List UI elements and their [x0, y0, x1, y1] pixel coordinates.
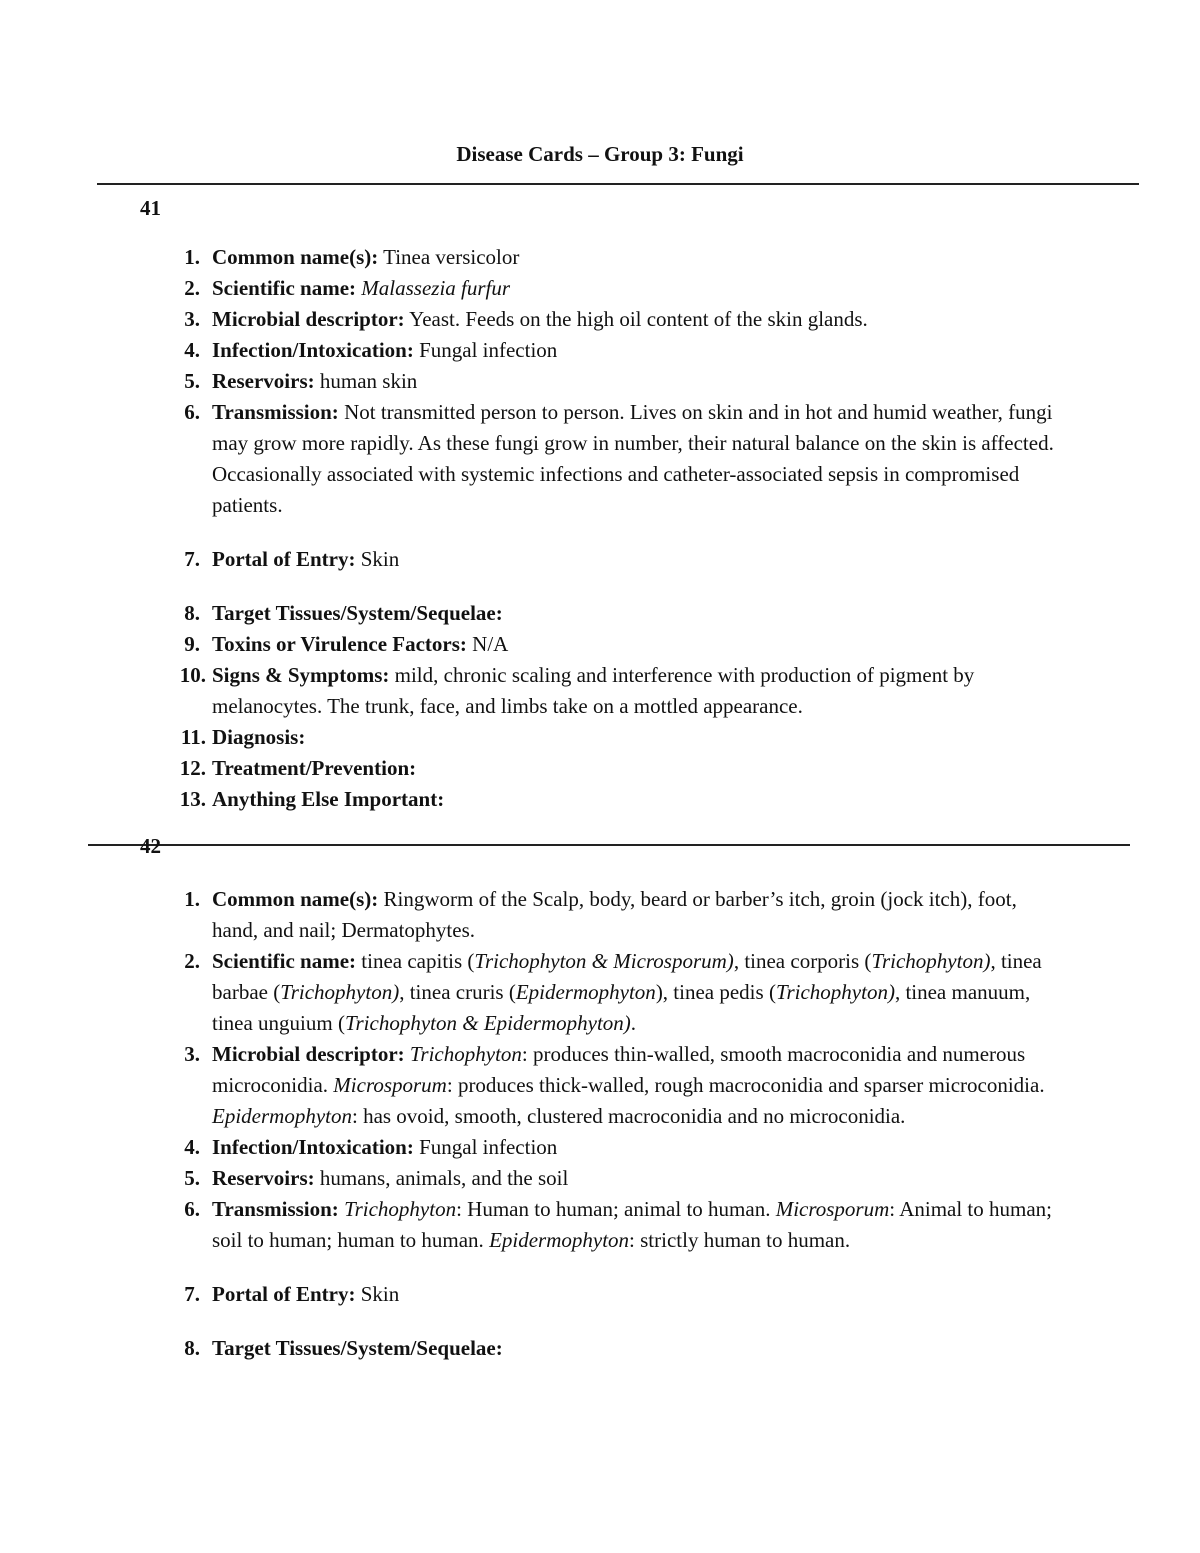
- item-label: Diagnosis:: [212, 725, 306, 749]
- list-item: 12. Treatment/Prevention:: [179, 756, 417, 780]
- list-item: 1. Common name(s): Tinea versicolor: [184, 245, 520, 269]
- item-text: Skin: [355, 547, 400, 571]
- item-text: Fungal infection: [413, 338, 558, 362]
- list-item: 2. Scientific name: Malassezia furfur: [184, 276, 511, 300]
- item-label: Transmission:: [212, 1197, 339, 1221]
- item-text: Skin: [355, 1282, 400, 1306]
- item-label: Portal of Entry:: [212, 1282, 356, 1306]
- item-label: Signs & Symptoms:: [212, 663, 390, 687]
- item-label: Common name(s):: [212, 887, 379, 911]
- list-item: 13. Anything Else Important:: [179, 787, 445, 811]
- item-label: Toxins or Virulence Factors:: [212, 632, 467, 656]
- list-item: 9. Toxins or Virulence Factors: N/A: [184, 632, 509, 656]
- item-label: Infection/Intoxication:: [212, 338, 414, 362]
- list-item: 2. Scientific name: tinea capitis (Trichophyton & Microsporum), tinea corporis (Trichophyton), tinea barbae (Trichophyton), tinea cruris (Epidermophyton), tinea pedis (Trichophyton), tinea manuum, tinea unguium (Trichophyton & Epidermophyton).: [184, 949, 1042, 1035]
- item-text: mild, chronic scaling and interference with production of pigment by melanocytes. The trunk, face, and limbs take on a mottled appearance.: [212, 663, 975, 718]
- list-item: 3. Microbial descriptor: Trichophyton: produces thin-walled, smooth macroconidia and numerous microconidia. Microsporum: produces thick-walled, rough macroconidia and sparser microconidia. Epidermophyton: has ovoid, smooth, clustered macroconidia and no microconidia.: [184, 1042, 1045, 1128]
- list-item: 3. Microbial descriptor: Yeast. Feeds on the high oil content of the skin glands.: [184, 307, 868, 331]
- item-label: Scientific name:: [212, 949, 357, 973]
- card-number: 42: [140, 834, 161, 858]
- list-item: 4. Infection/Intoxication: Fungal infection: [184, 338, 558, 362]
- item-text: Malassezia furfur: [361, 276, 511, 300]
- item-text: humans, animals, and the soil: [314, 1166, 569, 1190]
- item-text: N/A: [466, 632, 509, 656]
- item-label: Scientific name:: [212, 276, 357, 300]
- list-item: 7. Portal of Entry: Skin: [184, 547, 400, 571]
- list-item: 4. Infection/Intoxication: Fungal infection: [184, 1135, 558, 1159]
- item-label: Infection/Intoxication:: [212, 1135, 414, 1159]
- list-item: 5. Reservoirs: humans, animals, and the soil: [184, 1166, 569, 1190]
- item-text: Ringworm of the Scalp, body, beard or barber’s itch, groin (jock itch), foot, hand, and nail; Dermatophytes.: [212, 887, 1017, 942]
- card-42-list: [170, 884, 1060, 1364]
- item-label: Reservoirs:: [212, 369, 315, 393]
- item-label: Transmission:: [212, 400, 339, 424]
- item-text: Not transmitted person to person. Lives on skin and in hot and humid weather, fungi may grow more rapidly. As these fungi grow in number, their natural balance on the skin is affected. Occasionally associated with systemic infections and catheter-associated sepsis in compromised patients.: [212, 400, 1054, 517]
- item-text: Fungal infection: [413, 1135, 558, 1159]
- item-label: Microbial descriptor:: [212, 307, 405, 331]
- list-item: 1. Common name(s): Ringworm of the Scalp, body, beard or barber’s itch, groin (jock itch), foot, hand, and nail; Dermatophytes.: [184, 887, 1017, 942]
- item-label: Target Tissues/System/Sequelae:: [212, 1336, 503, 1360]
- list-item: 7. Portal of Entry: Skin: [184, 1282, 400, 1306]
- page-title: Disease Cards – Group 3: Fungi: [456, 142, 744, 166]
- item-label: Anything Else Important:: [212, 787, 445, 811]
- list-item: 6. Transmission: Trichophyton: Human to human; animal to human. Microsporum: Animal to human; soil to human; human to human. Epidermophyton: strictly human to human.: [184, 1197, 1053, 1252]
- item-label: Microbial descriptor:: [212, 1042, 405, 1066]
- item-label: Portal of Entry:: [212, 547, 356, 571]
- list-item: 8. Target Tissues/System/Sequelae:: [184, 601, 503, 625]
- list-item: 5. Reservoirs: human skin: [184, 369, 418, 393]
- item-text: human skin: [314, 369, 418, 393]
- item-text: Yeast. Feeds on the high oil content of the skin glands.: [404, 307, 868, 331]
- divider: [88, 844, 1130, 846]
- item-label: Reservoirs:: [212, 1166, 315, 1190]
- card-41-list: [170, 242, 1060, 815]
- item-text: Tinea versicolor: [378, 245, 520, 269]
- item-label: Treatment/Prevention:: [212, 756, 417, 780]
- list-item: 8. Target Tissues/System/Sequelae:: [184, 1336, 503, 1360]
- card-number: 41: [140, 196, 161, 220]
- list-item: 6. Transmission: Not transmitted person to person. Lives on skin and in hot and humid weather, fungi may grow more rapidly. As these fungi grow in number, their natural balance on the skin is affected. Occasionally associated with systemic infections and catheter-associated sepsis in compromised patients.: [184, 400, 1054, 517]
- divider: [97, 183, 1139, 185]
- item-label: Target Tissues/System/Sequelae:: [212, 601, 503, 625]
- item-label: Common name(s):: [212, 245, 379, 269]
- list-item: 11. Diagnosis:: [180, 725, 306, 749]
- list-item: 10. Signs & Symptoms: mild, chronic scaling and interference with production of pigment by melanocytes. The trunk, face, and limbs take on a mottled appearance.: [179, 663, 975, 718]
